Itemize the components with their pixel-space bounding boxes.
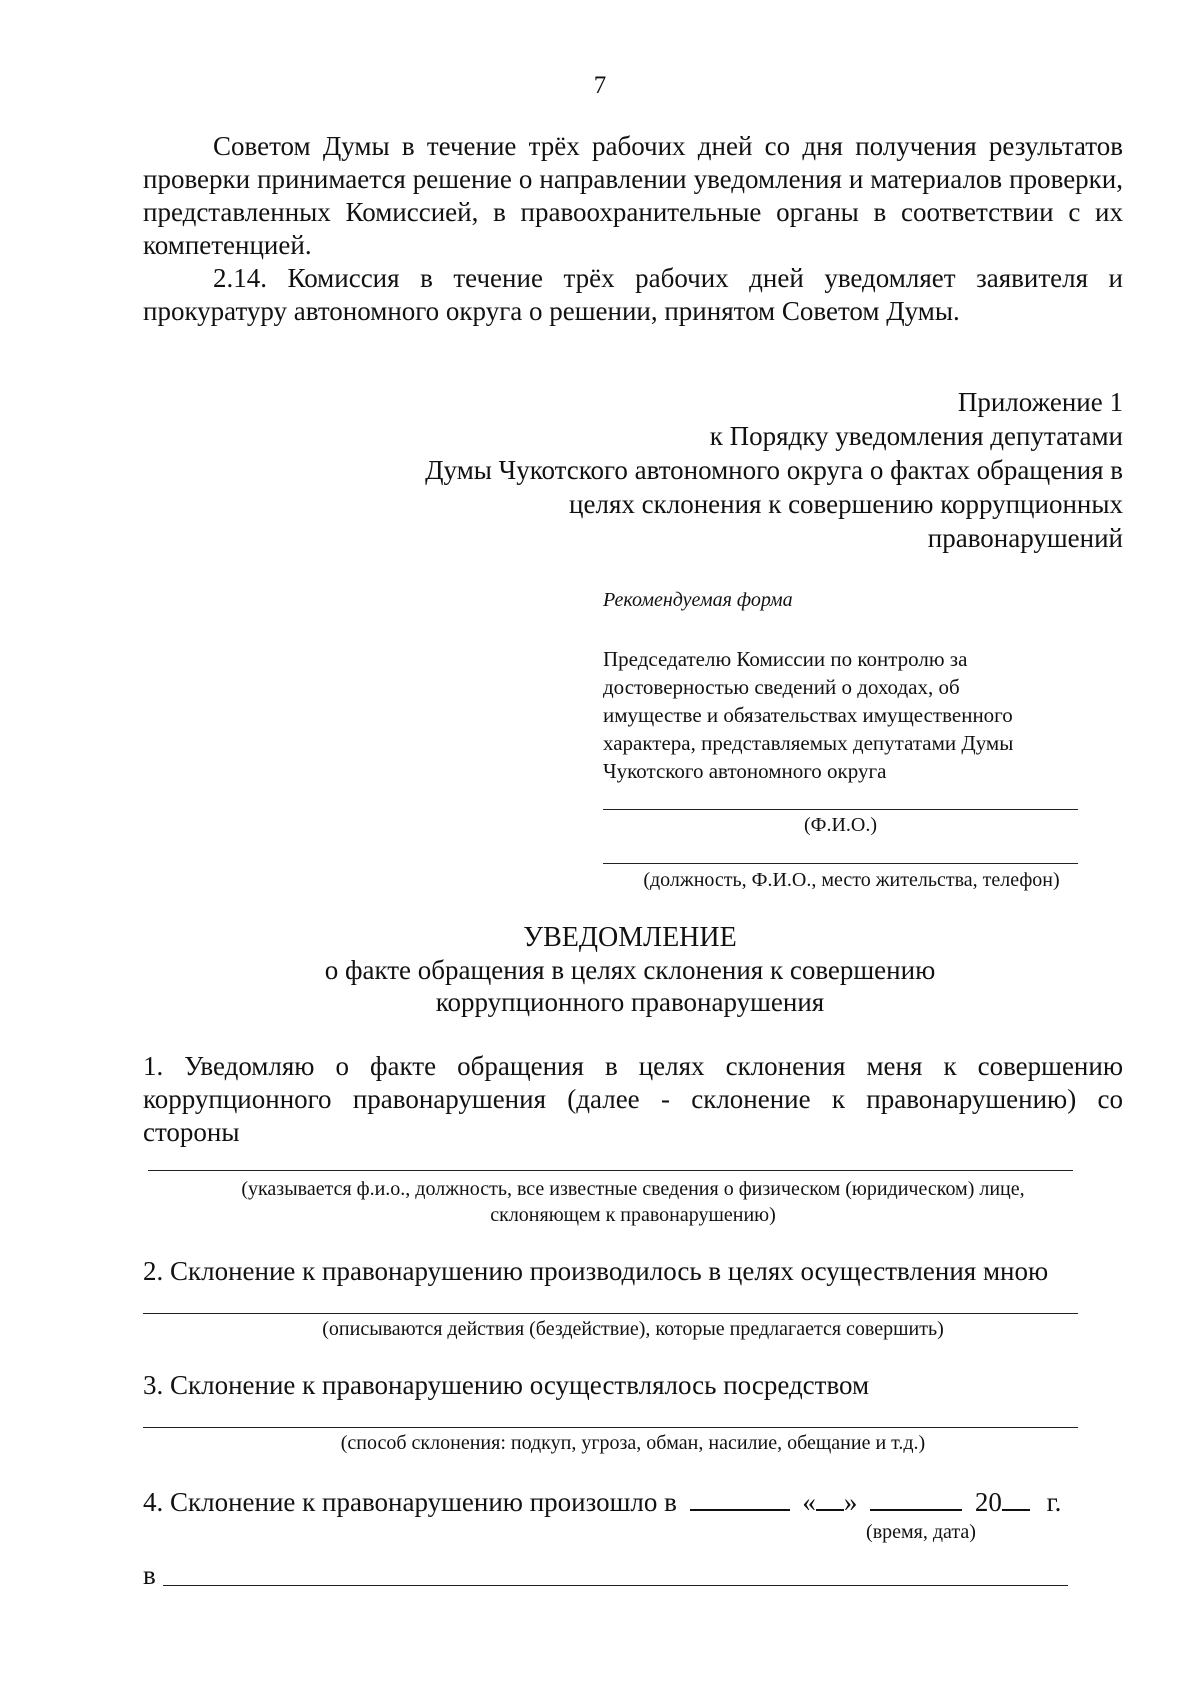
item-2-caption: (описываются действия (бездействие), которые предлагается совершить) <box>322 1318 944 1340</box>
addressee-line: Председателю Комиссии по контролю за <box>603 647 968 671</box>
quote-close: » <box>843 1487 858 1517</box>
item-1-text: 1. Уведомляю о факте обращения в целях склонения меня к совершению коррупционного правонарушения (далее - склонение к правонарушению) со стороны <box>143 1051 1123 1147</box>
item-1-caption-line: склоняющем к правонарушению) <box>490 1204 776 1226</box>
paragraph-council-decision: Советом Думы в течение трёх рабочих дней со дня получения результатов проверки принимается решение о направлении уведомления и материалов проверки, представленных Комиссией, в правоохранительные органы в соответствии с их компетенцией. <box>143 131 1123 260</box>
addressee-line: характера, представляемых депутатами Думы <box>603 731 1014 755</box>
year-blank[interactable] <box>1002 1483 1030 1511</box>
sender-caption: (должность, Ф.И.О., место жительства, телефон) <box>643 869 1060 891</box>
appendix-line: Думы Чукотского автономного округа о фактах обращения в <box>425 455 1123 485</box>
notice-subtitle-line: о факте обращения в целях склонения к совершению <box>324 955 936 985</box>
paragraph-2-14: 2.14. Комиссия в течение трёх рабочих дней уведомляет заявителя и прокуратуру автономного округа о решении, принятом Советом Думы. <box>143 263 1123 326</box>
item-2-text: 2. Склонение к правонарушению производилось в целях осуществления мною <box>143 1256 1049 1286</box>
item-4-caption: (время, дата) <box>866 1521 976 1543</box>
month-blank[interactable] <box>870 1483 962 1511</box>
item-1-blank-line[interactable] <box>148 1170 1073 1171</box>
notice-subtitle-line: коррупционного правонарушения <box>435 987 825 1017</box>
notice-title <box>0 922 1200 1018</box>
sender-blank-line[interactable] <box>603 863 1078 864</box>
item-1-caption-line: (указывается ф.и.о., должность, все известные сведения о физическом (юридическом) лице, <box>241 1178 1025 1200</box>
item-4-text: 4. Склонение к правонарушению произошло в <box>143 1487 677 1517</box>
item-3-blank-line[interactable] <box>143 1427 1078 1428</box>
time-blank[interactable] <box>690 1483 790 1511</box>
page-number: 7 <box>593 72 607 99</box>
item-3-text: 3. Склонение к правонарушению осуществлялось посредством <box>143 1370 870 1400</box>
item-1-caption <box>143 1176 1123 1228</box>
fio-caption: (Ф.И.О.) <box>803 814 877 836</box>
recommended-form-label: Рекомендуемая форма <box>603 589 793 611</box>
year-prefix: 20 <box>974 1487 1002 1517</box>
quote-open: « <box>802 1487 816 1517</box>
item-3-caption: (способ склонения: подкуп, угроза, обман, насилие, обещание и т.д.) <box>340 1432 926 1454</box>
place-blank-line[interactable] <box>163 1585 1068 1586</box>
addressee-line: имуществе и обязательствах имущественного <box>603 703 1013 727</box>
place-prefix: в <box>143 1560 156 1590</box>
addressee-line: достоверностью сведений о доходах, об <box>603 675 960 699</box>
appendix-line: Приложение 1 <box>957 387 1123 417</box>
item-2-blank-line[interactable] <box>143 1313 1078 1314</box>
notice-heading: УВЕДОМЛЕНИЕ <box>523 922 737 953</box>
appendix-line: целях склонения к совершению коррупционных <box>569 489 1123 519</box>
body-text <box>143 130 1123 328</box>
appendix-header <box>363 385 1123 555</box>
appendix-line: правонарушений <box>927 523 1123 553</box>
appendix-line: к Порядку уведомления депутатами <box>709 421 1123 451</box>
fio-blank-line[interactable] <box>603 809 1078 810</box>
addressee-line: Чукотского автономного округа <box>603 759 887 783</box>
day-blank[interactable] <box>816 1483 844 1511</box>
addressee-block <box>603 645 1103 785</box>
item-4-row <box>143 1483 1061 1518</box>
year-suffix: г. <box>1046 1487 1062 1517</box>
